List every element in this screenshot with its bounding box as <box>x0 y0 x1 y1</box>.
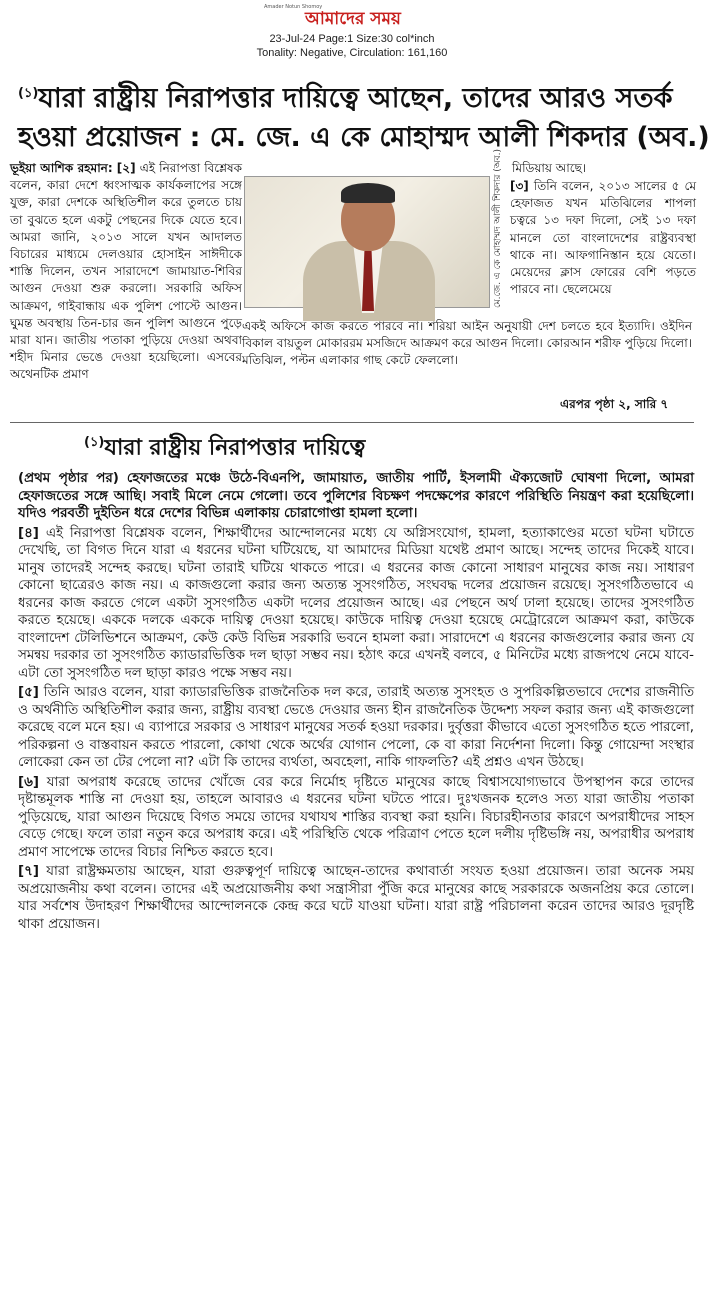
photo-caption: মে.জে. এ কে মোহাম্মদ আলী শিকদার (অব.) <box>493 149 503 308</box>
paragraph-4-text: এই নিরাপত্তা বিশ্লেষক বলেন, শিক্ষার্থীদের আন্দোলনের মধ্যে যে অগ্নিসংযোগ, হামলা, হত্যাকাণ্ডের মতো ঘটনা ঘটাতে দেখেছি, তা বিগত দিনে যারা এ ধরনের ঘটনা ঘটিয়েছে, যা আমাদের মিডিয়া যথেষ্ট প্রমাণ আছে। সন্দেহ তাদের দিকেই যাবে। মানুষ তাদেরই সন্দেহ করছে। ঘটনা তারাই ঘটিয়ে থাকতে পারে। এ ধরনের কাজ কোনো সাধারণ মানুষের কাজ নয়। সাধারণ কোনো ছাত্রেরও কাজ নয়। এ কাজগুলো করার জন্য অত্যন্ত সুসংগঠিত, সংঘবদ্ধ দলের প্রয়োজন রয়েছে। সুসংগঠিতভাবে এ ধরনের কাজ করতে গেলে একটা সুসংগঠিত একটা দলের প্রয়োজন আছে। এর পেছনে অর্থ ঢালা হয়েছে। তাদের সুসংগঠিত করতে হয়েছে। এককে দলকে এককে দায়িত্ব দেওয়া হয়েছে। কাউকে দায়িত্ব দেওয়া হয়েছে মেট্রোরেলে আক্রমণ করা, কাউকে বাংলাদেশ টেলিভিশনে আক্রমণ, কেউ কেউ বিভিন্ন সরকারি ভবনে হামলা করা। সারাদেশে এ ধরনের কাজগুলোর করার জন্য যে সমন্বয় দরকার তা সুসংগঠিত ক্যাডারভিত্তিক দল ছাড়া সম্ভব নয়। হঠাৎ করে এখনই বলবে, ৫ মিনিটের মধ্যে রাজপথে নেমে যাবে-এটা তো সুসংগঠিত দল ছাড়া কারও পক্ষে সম্ভব নয়। <box>18 525 694 681</box>
paragraph-4 <box>18 525 694 683</box>
section-divider <box>10 422 694 423</box>
paragraph-6 <box>18 774 694 862</box>
newspaper-name: আমাদের সময় <box>305 9 401 29</box>
paragraph-5-text: তিনি আরও বলেন, যারা ক্যাডারভিত্তিক রাজনৈতিক দল করে, তারাই অত্যন্ত সুসংহত ও সুপরিকল্পিতভাবে দেশের রাজনীতি ও অর্থনীতি অস্থিতিশীল করার জন্য, রাষ্ট্রীয় ব্যবস্থা ভেঙে দেওয়ার জন্য হীন রাজনৈতিক উদ্দেশ্য সফল করার জন্য এই কাজগুলো করেছে বলে মনে হয়। এ ব্যাপারে সরকার ও সাধারণ মানুষের সতর্ক হওয়া দরকার। দুর্বৃত্তরা কীভাবে এতো সুসংগঠিত হতে পারলো, পরিকল্পনা ও বাস্তবায়ন করতে পারলো, কোথা থেকে অর্থের যোগান পেলো, কে বা কারা নির্দেশনা দিলো। কিন্তু গোয়েন্দা সংস্থার লোকেরা কেন তা টের পেলো না? এটা কি তাদের ব্যর্থতা, অবহেলা, নাকি গাফলতি? এই প্রশ্নও এখন উঠছে। <box>18 685 694 770</box>
para-number-3: [৩] <box>510 179 529 193</box>
continued-from-label: (প্রথম পৃষ্ঠার পর) <box>18 471 119 486</box>
para-number-2: [২] <box>116 161 136 175</box>
continuation-title-text: যারা রাষ্ট্রীয় নিরাপত্তার দায়িত্বে <box>104 435 366 461</box>
para-number-5: [৫] <box>18 685 39 700</box>
paragraph-1-text: হেফাজতের মঞ্চে উঠে-বিএনপি, জামায়াত, জাতীয় পার্টি, ইসলামী ঐক্যজোট ঘোষণা দিলো, আমরা হেফাজতের সঙ্গে আছি। সবাই মিলে নেমে গেলো। তবে পুলিশের বিচক্ষণ পদক্ষেপের কারণে পরিস্থিতি নিয়ন্ত্রণ করা হয়েছিলো। যদিও পরবর্তী দুইতিন ধরে দেশের বিভিন্ন এলাকায় চোরাগোপ্তা হামলা হলো। <box>18 471 694 521</box>
paragraph-7 <box>18 863 694 933</box>
para-number-7: [৭] <box>18 864 39 879</box>
continuation-body <box>18 470 694 1288</box>
continuation-title <box>84 428 365 463</box>
article-marker: (১) <box>18 86 39 101</box>
continuation-marker: (১) <box>84 435 105 450</box>
para-number-6: [৬] <box>18 774 39 790</box>
newspaper-logo <box>258 4 448 30</box>
headline-line-1 <box>18 74 690 119</box>
paragraph-7-text: যারা রাষ্ট্রক্ষমতায় আছেন, যারা গুরুত্বপূর্ণ দায়িত্বে আছেন-তাদের কথাবার্তা সংযত হওয়া প্রয়োজন। তারা অনেক সময় অপ্রয়োজনীয় কথা বলেন। তাদের এই অপ্রয়োজনীয় কথা সন্ত্রাসীরা পুঁজি করে মানুষের কাছে সরকারকে অজনপ্রিয় করে তোলে। যার সর্বশেষ উদাহরণ শিক্ষার্থীদের আন্দোলনকে কেন্দ্র করে ঘটে যাওয়া ঘটনা। যারা রাষ্ট্র পরিচালনা করেন তাদের আরও দূরদৃষ্টি থাকা প্রয়োজন। <box>18 864 694 932</box>
column-3-text: তিনি বলেন, ২০১৩ সালের ৫ মে হেফাজত যখন মতিঝিলের শাপলা চত্বরে ১৩ দফা দিলো, সেই ১৩ দফা মানলে তো বাংলাদেশের রাষ্ট্রব্যবস্থা থাকে না। আফগানিস্তান হয়ে যেতো। মেয়েদের ক্লাস ফোরের বেশি পড়তে পারবে না। ছেলেমেয়ে <box>510 179 696 297</box>
article-under-photo: একই অফিসে কাজ করতে পারবে না। শরিয়া আইন অনুযায়ী দেশ চলতে হবে ইত্যাদি। ওইদিন বিকাল বায়তুল মোকাররম মসজিদে আক্রমণ করে আগুন দিলো। কোরআন শরীফ পুড়িয়ে দিলো। মতিঝিল, পল্টন এলাকার গাছ কেটে ফেললো। <box>242 319 692 368</box>
column-3-carryover: মিডিয়ায় আছে। <box>512 161 587 175</box>
clipping-date-size: 23-Jul-24 Page:1 Size:30 col*inch <box>269 33 435 45</box>
paragraph-5 <box>18 684 694 772</box>
paragraph-1 <box>18 470 694 523</box>
clipping-header <box>0 0 704 64</box>
clipping-tonality: Tonality: Negative, Circulation: 161,160 <box>256 47 448 59</box>
headline-text-1: যারা রাষ্ট্রীয় নিরাপত্তার দায়িত্বে আছেন, তাদের আরও সতর্ক <box>38 83 673 114</box>
article-column-1 <box>10 160 242 410</box>
headline-line-2: হওয়া প্রয়োজন : মে. জে. এ কে মোহাম্মদ আলী শিকদার (অব.) <box>18 122 710 153</box>
continued-on: এরপর পৃষ্ঠা ২, সারি ৭ <box>560 397 669 411</box>
para-number-4: [৪] <box>18 525 39 541</box>
column-1-text: এই নিরাপত্তা বিশ্লেষক বলেন, কারা দেশে ধ্বংসাত্মক কার্যকলাপের সঙ্গে যুক্ত, কারা দেশকে অস্থিতিশীল করে তুলতে চায় তা বুঝতে হলে একটু পেছনের দিকে যেতে হবে। আমরা জানি, ২০১৩ সালে যখন আদালত বিচারের মাধ্যমে দেলওয়ার হোসাইন সাঈদীকে শাস্তি দিলেন, তখন সারাদেশে জামায়াত-শিবির আগুন দেওয়া শুরু করলো। সরকারি অফিস আক্রমণ, গাইবান্ধায় এক পুলিশ পোস্টে আগুন। ঘুমন্ত অবস্থায় তিন-চার জন পুলিশ আগুনে পুড়ে মারা যান। জাতীয় পতাকা পুড়িয়ে দেওয়া অথবা শহীদ মিনার ভেঙে দেওয়া হয়েছিলো। এসবের অথেনটিক প্রমাণ <box>10 161 242 382</box>
article-column-3 <box>510 178 696 297</box>
portrait-photo <box>244 176 490 308</box>
byline: ভূইয়া আশিক রহমান: <box>10 161 113 175</box>
paragraph-6-text: যারা অপরাধ করেছে তাদের খোঁজে বের করে নির্মোহ দৃষ্টিতে মানুষের কাছে বিশ্বাসযোগ্যভাবে উপস্থাপন করে তাদের দৃষ্টান্তমূলক শাস্তি না দেওয়া হয়, তাহলে আবারও এ ধরনের ঘটনা ঘটতে পারে। দুঃখজনক হলেও সত্য যারা জাতীয় পতাকা পুড়িয়েছে, যারা আগুন দিয়েছে বিগত সময়ে তাদের যথাযথ শাস্তির ব্যবস্থা করা হয়নি। বিচারহীনতার কারণে অপরাধীদের সাহস বেড়ে গেছে। ফলে তারা নতুন করে অপরাধ করে। এই পরিস্থিতি থেকে পরিত্রাণ পেতে হলে দলীয় দৃষ্টিভঙ্গি নয়, অপরাধীর অপরাধ প্রমাণ সাপেক্ষে তাদের বিচার নিশ্চিত করতে হবে। <box>18 774 694 860</box>
logo-tagline: Amader Notun Shomoy <box>264 4 323 10</box>
